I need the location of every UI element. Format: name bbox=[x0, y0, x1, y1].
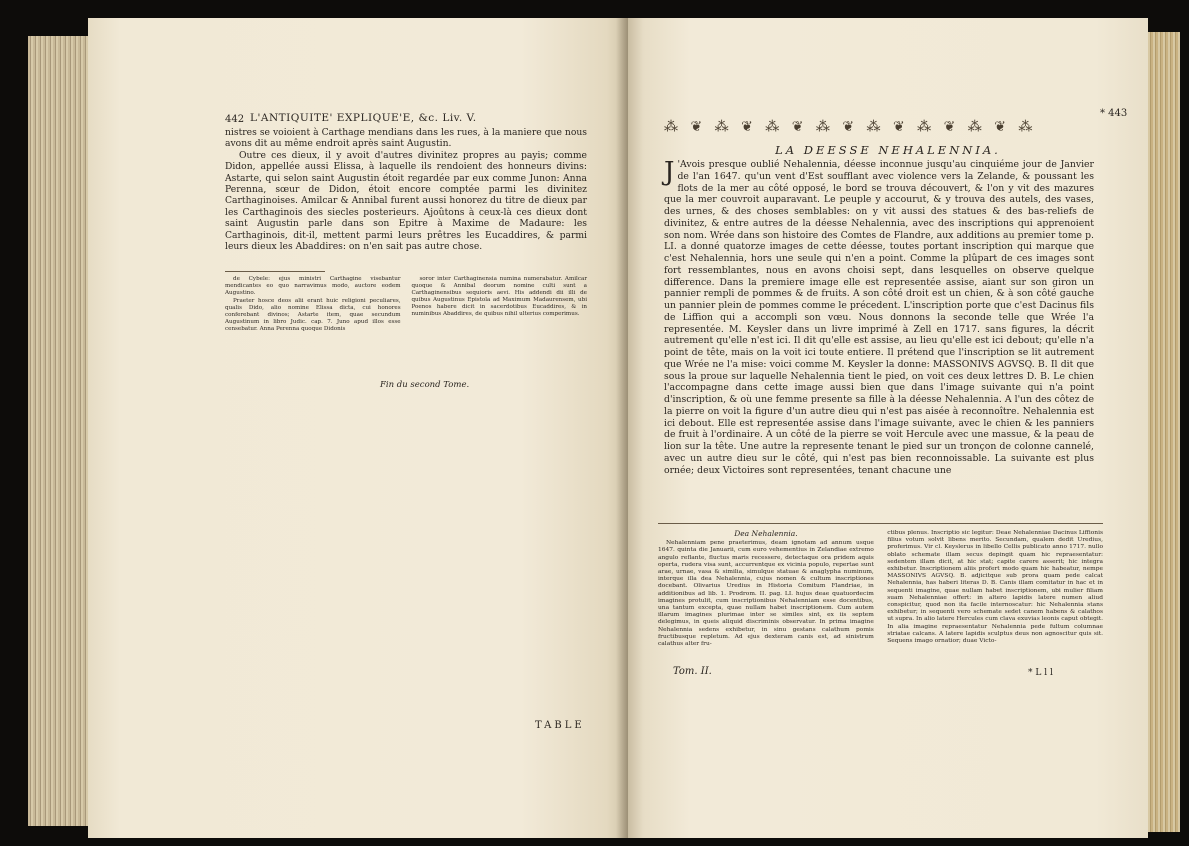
left-main-text bbox=[225, 127, 587, 252]
footnote-paragraph: de Cybele: ejus ministri Carthagine visebantur mendicantes eo quo narravimus modo, auctore eodem Augustino. bbox=[225, 276, 401, 296]
drop-cap: J bbox=[664, 157, 675, 187]
right-main-text bbox=[664, 159, 1094, 476]
notes-title: Dea Nehalennia. bbox=[734, 529, 798, 538]
left-footnote-rule bbox=[225, 271, 325, 272]
left-running-head: L'ANTIQUITE' EXPLIQUE'E, &c. Liv. V. bbox=[250, 112, 477, 124]
catchword: TABLE bbox=[535, 720, 585, 731]
chapter-title: LA DEESSE NEHALENNIA. bbox=[775, 143, 1001, 157]
right-page-edges bbox=[1148, 32, 1180, 832]
right-footnotes bbox=[658, 530, 1103, 649]
signature-mark: Tom. II. bbox=[673, 666, 712, 677]
right-footnote-column bbox=[658, 530, 874, 649]
left-page-number: 442 bbox=[225, 114, 245, 125]
open-book bbox=[28, 6, 1178, 844]
footnote-paragraph: soror inter Carthaginensia numina numerabatur. Amilcar quoque & Annibal deorum nomine culti sunt a Carthaginensibus sequioris aevi. His addendi dii illi de quibus Augustinus Epistola ad Maximum Madaurensem, ubi Poenos habere dicit in sacerdotibus Eucaddires, & in numinibus Abaddires, de quibus nihil ulterius comperimus. bbox=[411, 276, 587, 317]
left-footnotes bbox=[225, 276, 587, 334]
footnote-paragraph: ctibus plenus. Inscriptio sic legitur: Deae Nehalenniae Dacinus Liffionis filius votum solvit libens merito. Secundam, qualem dedit Uredius, proferimus. Vir cl. Keyslerus in libello Cellis publicato anno 1717. nullo oblato schemate illam secus depingit quam hic repraesentatur: sedentem illam dicit, at hic stat; capite carere asserit; hic integra exhibetur. Inscriptionem aliis profert modo quam hic habeatur, nempe MASSONIVS AGVSQ. B. adjicitque sub prora quam pede calcat Nehalennia, has haberi literas D. B. Canis illam comitatur in hac et in sequenti imagine, quae nullam habet inscriptionem, ubi mulier filiam suam Nehalenniae offert: in altero lapidis latere numen aliud conspicitur, quod non ita facile internoscatur: hic Nehalennia stans exhibetur; in sequenti vero schemate sedet canem habens & calathos ut supra. In alio latere Hercules cum clava exuvias leonis caput obtegit. In alia imagine repraesentatur Nehalennia pede fultum columnae striatae calcans. A latere lapidis sculptus deus non agnoscitur quis sit. Sequens imago ornatior; duae Victo- bbox=[887, 530, 1103, 645]
fin-du-tome: Fin du second Tome. bbox=[380, 380, 470, 390]
right-page bbox=[628, 18, 1148, 838]
left-footnote-column bbox=[225, 276, 401, 334]
left-paragraph: nistres se voioient à Carthage mendians dans les rues, à la maniere que nous avons dit au même endroit après saint Augustin. bbox=[225, 127, 587, 150]
right-body-text: 'Avois presque oublié Nehalennia, déesse inconnue jusqu'au cinquiéme jour de Janvier de l'an 1647. qu'un vent d'Est soufflant avec violence vers la Zelande, & poussant les flots de la mer au côté opposé, le bord se trouva découvert, & l'on y vit des mazures que la mer couvroit auparavant. Le peuple y accourut, & y trouva des autels, des vases, des urnes, & des choses semblables: on y vit aussi des statues & des bas-reliefs de divinitez, & entre autres de la déesse Nehalennia, avec des inscriptions qui apprenoient son nom. Wrée dans son histoire des Comtes de Flandre, aux additions au premier tome p. LI. a donné quatorze images de cette déesse, toutes portant inscription qui marque que c'est Nehalennia, hors une seule qui n'en a point. Comme la plûpart de ces images sont fort ressemblantes, nous en avons choisi sept, dans lesquelles on observe quelque difference. Dans la premiere image elle est representée assise, aiant sur son giron un pannier rempli de pommes & de fruits. A son côté droit est un chien, & à son côté gauche un pannier plein de pommes comme le précedent. L'inscription porte que c'est Dacinus fils de Liffion qui a accompli son vœu. Nous donnons la seconde telle que Wrée l'a representée. M. Keysler dans un livre imprimé à Zell en 1717. sans figures, la décrit autrement qu'elle n'est ici. Il dit qu'elle est assise, au lieu qu'elle est ici debout; qu'elle n'a point de tête, mais on la voit ici toute entiere. Il prétend que l'inscription se lit autrement que Wrée ne l'a mise: voici comme M. Keysler la donne: MASSONIVS AGVSQ. B. Il dit que sous la proue sur laquelle Nehalennia tient le pied, on voit ces deux lettres D. B. Le chien l'accompagne dans cette image aussi bien que dans l'image suivante qui n'a point d'inscription, & où une femme presente sa fille à la déesse Nehalennia. A l'un des côtez de la pierre on voit la figure d'un autre dieu qui n'est pas aisée à reconnoître. Nehalennia est ici debout. Elle est representée assise dans l'image suivante, avec le chien & les panniers de fruit à l'ordinaire. A un côté de la pierre se voit Hercule avec une massue, & la peau de lion sur la tête. Une autre la represente tenant le pied sur un tronçon de colonne cannelé, avec un autre dieu sur le côté, qui n'est pas bien reconnoissable. La suivante est plus ornée; deux Victoires sont representées, tenant chacune une bbox=[664, 159, 1094, 476]
footnote-paragraph: Nehalenniam pene praeterimus, deam ignotam ad annum usque 1647. quinta die Januarii, cum euro vehementius in Zelandiae extremo angulo reflante, fluctus maris recessere, detectaque ora pridem aquis operta, rudera visa sunt, accurrentque ex vicinia populo, repertae sunt arae, urnae, vasa & similia, simulque statuae & anaglypha numinum, interque illa dea Nehalennia, cujus nomen & cultum inscriptiones docebant. Olivarius Uredius in Historia Comitum Flandriae, in additionibus ad lib. 1. Prodrom. II. pag. LI. hujus deae quatuordecim imagines protulit, cum inscriptionibus Nehalenniam esse docentibus, una tantum excepta, quae nullam habet inscriptionem. Cum autem illarum imagines plurimae inter se similes sint, ex iis septem delegimus, in queis aliquid discriminis observatur. In prima imagine Nehalennia sedens exhibetur, in sinu gestans calathum pomis fructibusque repletum. Ad ejus dexteram canis est, ad sinistrum calathus alter fru- bbox=[658, 540, 874, 648]
gathering-signature: * L l l bbox=[1028, 668, 1053, 678]
right-footnote-rule bbox=[658, 523, 1103, 524]
right-footnote-column bbox=[887, 530, 1103, 649]
left-page bbox=[88, 18, 628, 838]
header-ornament-band: ⁂ ❦ ⁂ ❦ ⁂ ❦ ⁂ ❦ ⁂ ❦ ⁂ ❦ ⁂ ❦ ⁂ bbox=[664, 119, 1037, 135]
left-page-edges bbox=[28, 36, 88, 826]
left-paragraph: Outre ces dieux, il y avoit d'autres divinitez propres au payis; comme Didon, appellée aussi Elissa, à laquelle ils rendoient des honneurs divins: Astarte, qui selon saint Augustin étoit regardée par eux comme Junon: Anna Perenna, sœur de Didon, étoit encore comptée parmi les divinitez Carthaginoises. Amilcar & Annibal furent aussi honorez du titre de dieux par les Carthaginois des siecles posterieurs. Ajoûtons à ceux-là ces dieux dont saint Augustin parle dans son Epitre à Maxime de Madaure: les Carthaginois, dit-il, mettent parmi leurs prêtres les Eucaddires, & parmi leurs dieux les Abaddires: on n'en sait pas autre chose. bbox=[225, 149, 587, 253]
footnote-paragraph: Praeter hosce deos alii erant huic religioni peculiares, qualis Dido, alio nomine Elissa dicta, cui honores conferebant divinos; Astarte item, quae secundum Augustinum in libro Judic. cap. 7. Juno apud illos esse censebatur. Anna Perenna quoque Didonis bbox=[225, 298, 401, 332]
left-footnote-column bbox=[411, 276, 587, 334]
right-page-number: * 443 bbox=[1100, 108, 1128, 119]
